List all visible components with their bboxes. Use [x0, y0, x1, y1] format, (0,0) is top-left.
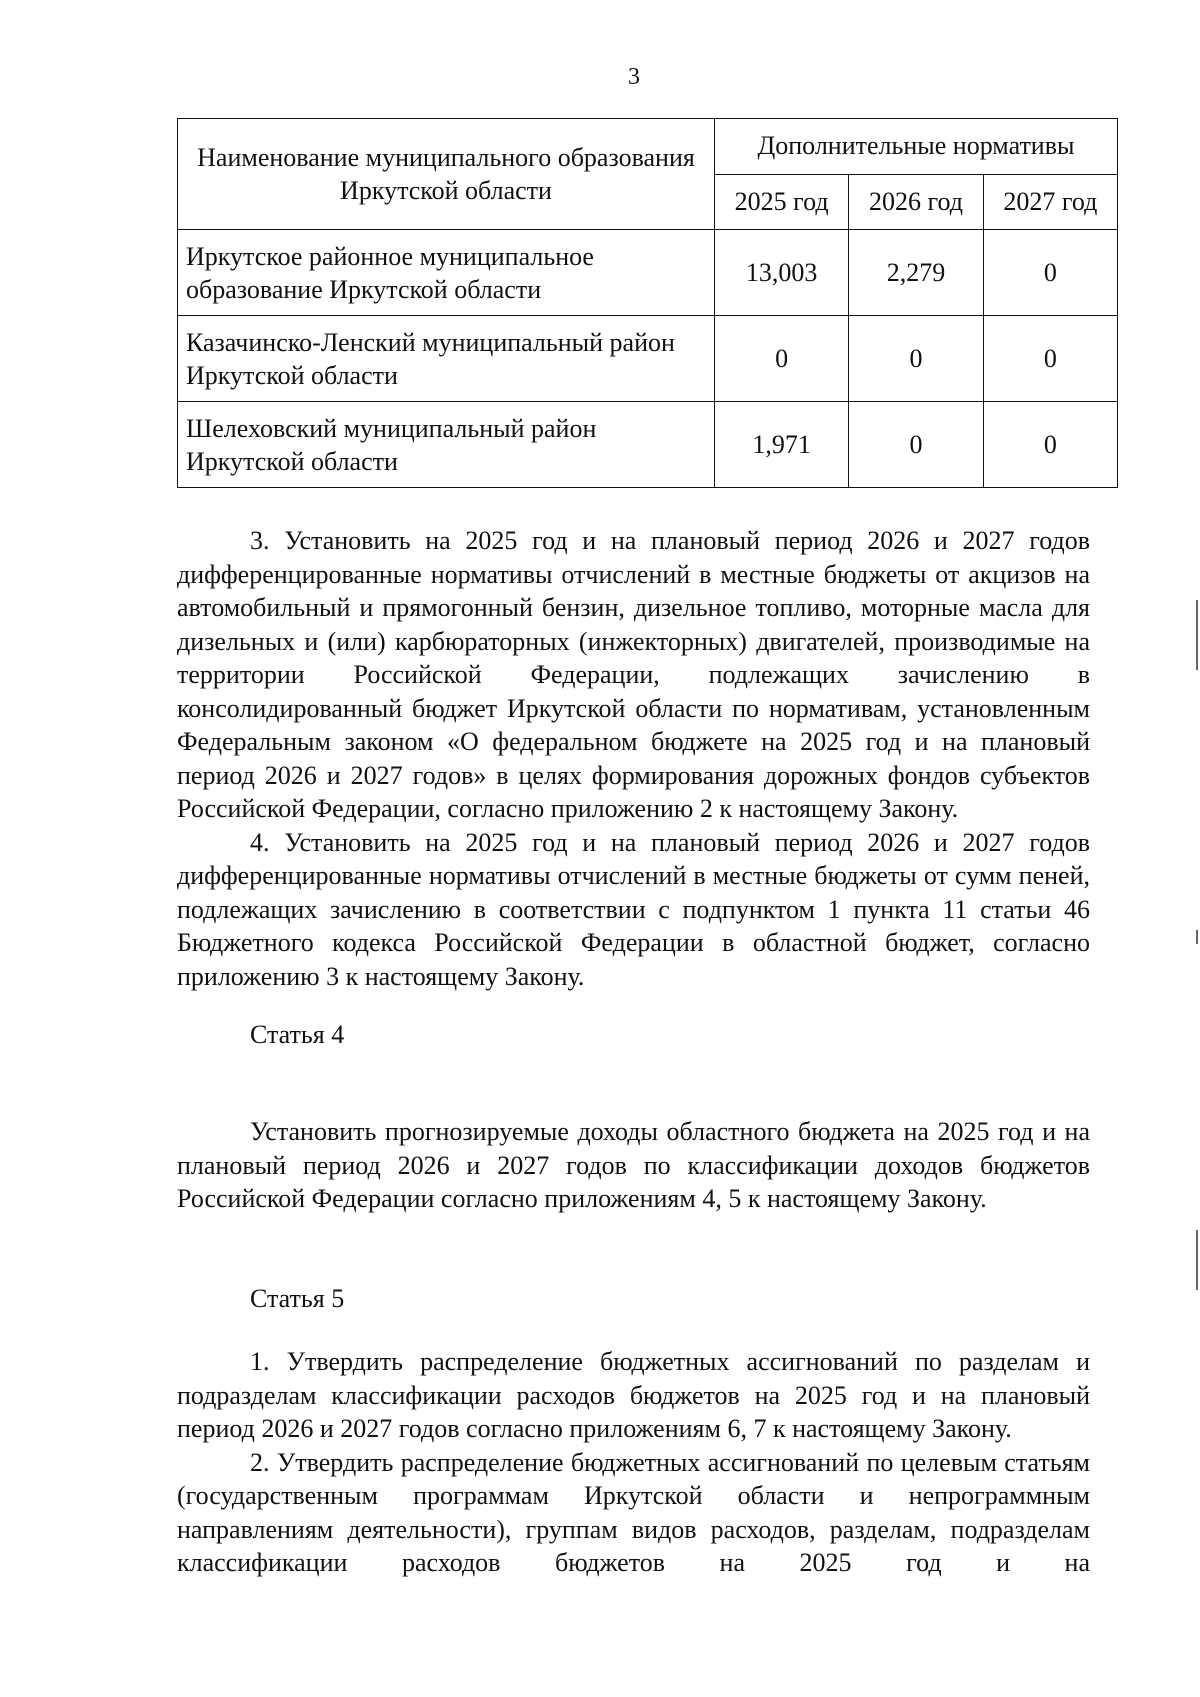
table-header-row	[178, 119, 1118, 175]
row-value-2027: 0	[983, 402, 1117, 488]
scan-edge-marks	[1194, 0, 1200, 1697]
table-row	[178, 316, 1118, 402]
row-municipality-name: Казачинско-Ленский муниципальный район Иркутской области	[178, 316, 715, 402]
header-year-2025: 2025 год	[715, 174, 849, 230]
article4-body	[177, 1115, 1090, 1216]
article3-body	[177, 524, 1090, 993]
header-year-2026: 2026 год	[849, 174, 983, 230]
row-value-2025: 13,003	[715, 230, 849, 316]
paragraph-item-3: 3. Установить на 2025 год и на плановый период 2026 и 2027 годов дифференцированные нормативы отчислений в местные бюджеты от акцизов на автомобильный и прямогонный бензин, дизельное топливо, моторные масла для дизельных и (или) карбюраторных (инжекторных) двигателей, производимые на территории Российской Федерации, подлежащих зачислению в консолидированный бюджет Иркутской области по нормативам, установленным Федеральным законом «О федеральном бюджете на 2025 год и на плановый период 2026 и 2027 годов» в целях формирования дорожных фондов субъектов Российской Федерации, согласно приложению 2 к настоящему Закону.	[177, 526, 1090, 823]
article5-body	[177, 1345, 1090, 1580]
article5-paragraph-1: 1. Утвердить распределение бюджетных ассигнований по разделам и подразделам классификации расходов бюджетов на 2025 год и на плановый период 2026 и 2027 годов согласно приложениям 6, 7 к настоящему Закону.	[177, 1347, 1090, 1443]
table-row	[178, 230, 1118, 316]
row-value-2026: 0	[849, 316, 983, 402]
scan-mark	[1196, 1230, 1198, 1290]
row-municipality-name: Иркутское районное муниципальное образование Иркутской области	[178, 230, 715, 316]
scan-mark	[1196, 930, 1198, 944]
row-value-2027: 0	[983, 230, 1117, 316]
article5-paragraph-2: 2. Утвердить распределение бюджетных ассигнований по целевым статьям (государственным программам Иркутской области и непрограммным направлениям деятельности), группам видов расходов, разделам, подразделам классификации расходов бюджетов на 2025 год и на	[177, 1447, 1090, 1577]
row-municipality-name: Шелеховский муниципальный район Иркутской области	[178, 402, 715, 488]
normatives-table	[177, 118, 1118, 488]
header-municipality: Наименование муниципального образования Иркутской области	[178, 119, 715, 230]
row-value-2027: 0	[983, 316, 1117, 402]
row-value-2025: 0	[715, 316, 849, 402]
table-row	[178, 402, 1118, 488]
page-number: 3	[628, 64, 640, 90]
row-value-2026: 0	[849, 402, 983, 488]
row-value-2026: 2,279	[849, 230, 983, 316]
header-year-2027: 2027 год	[983, 174, 1117, 230]
paragraph-item-4: 4. Установить на 2025 год и на плановый период 2026 и 2027 годов дифференцированные нормативы отчислений в местные бюджеты от сумм пеней, подлежащих зачислению в соответствии с подпунктом 1 пункта 11 статьи 46 Бюджетного кодекса Российской Федерации в областной бюджет, согласно приложению 3 к настоящему Закону.	[177, 827, 1090, 991]
article4-paragraph: Установить прогнозируемые доходы областного бюджета на 2025 год и на плановый период 2026 и 2027 годов по классификации доходов бюджетов Российской Федерации согласно приложениям 4, 5 к настоящему Закону.	[177, 1117, 1090, 1213]
header-additional-normatives: Дополнительные нормативы	[715, 119, 1118, 175]
article4-heading: Статья 4	[250, 1020, 345, 1049]
scan-mark	[1196, 600, 1198, 670]
article5-heading: Статья 5	[250, 1284, 345, 1313]
row-value-2025: 1,971	[715, 402, 849, 488]
